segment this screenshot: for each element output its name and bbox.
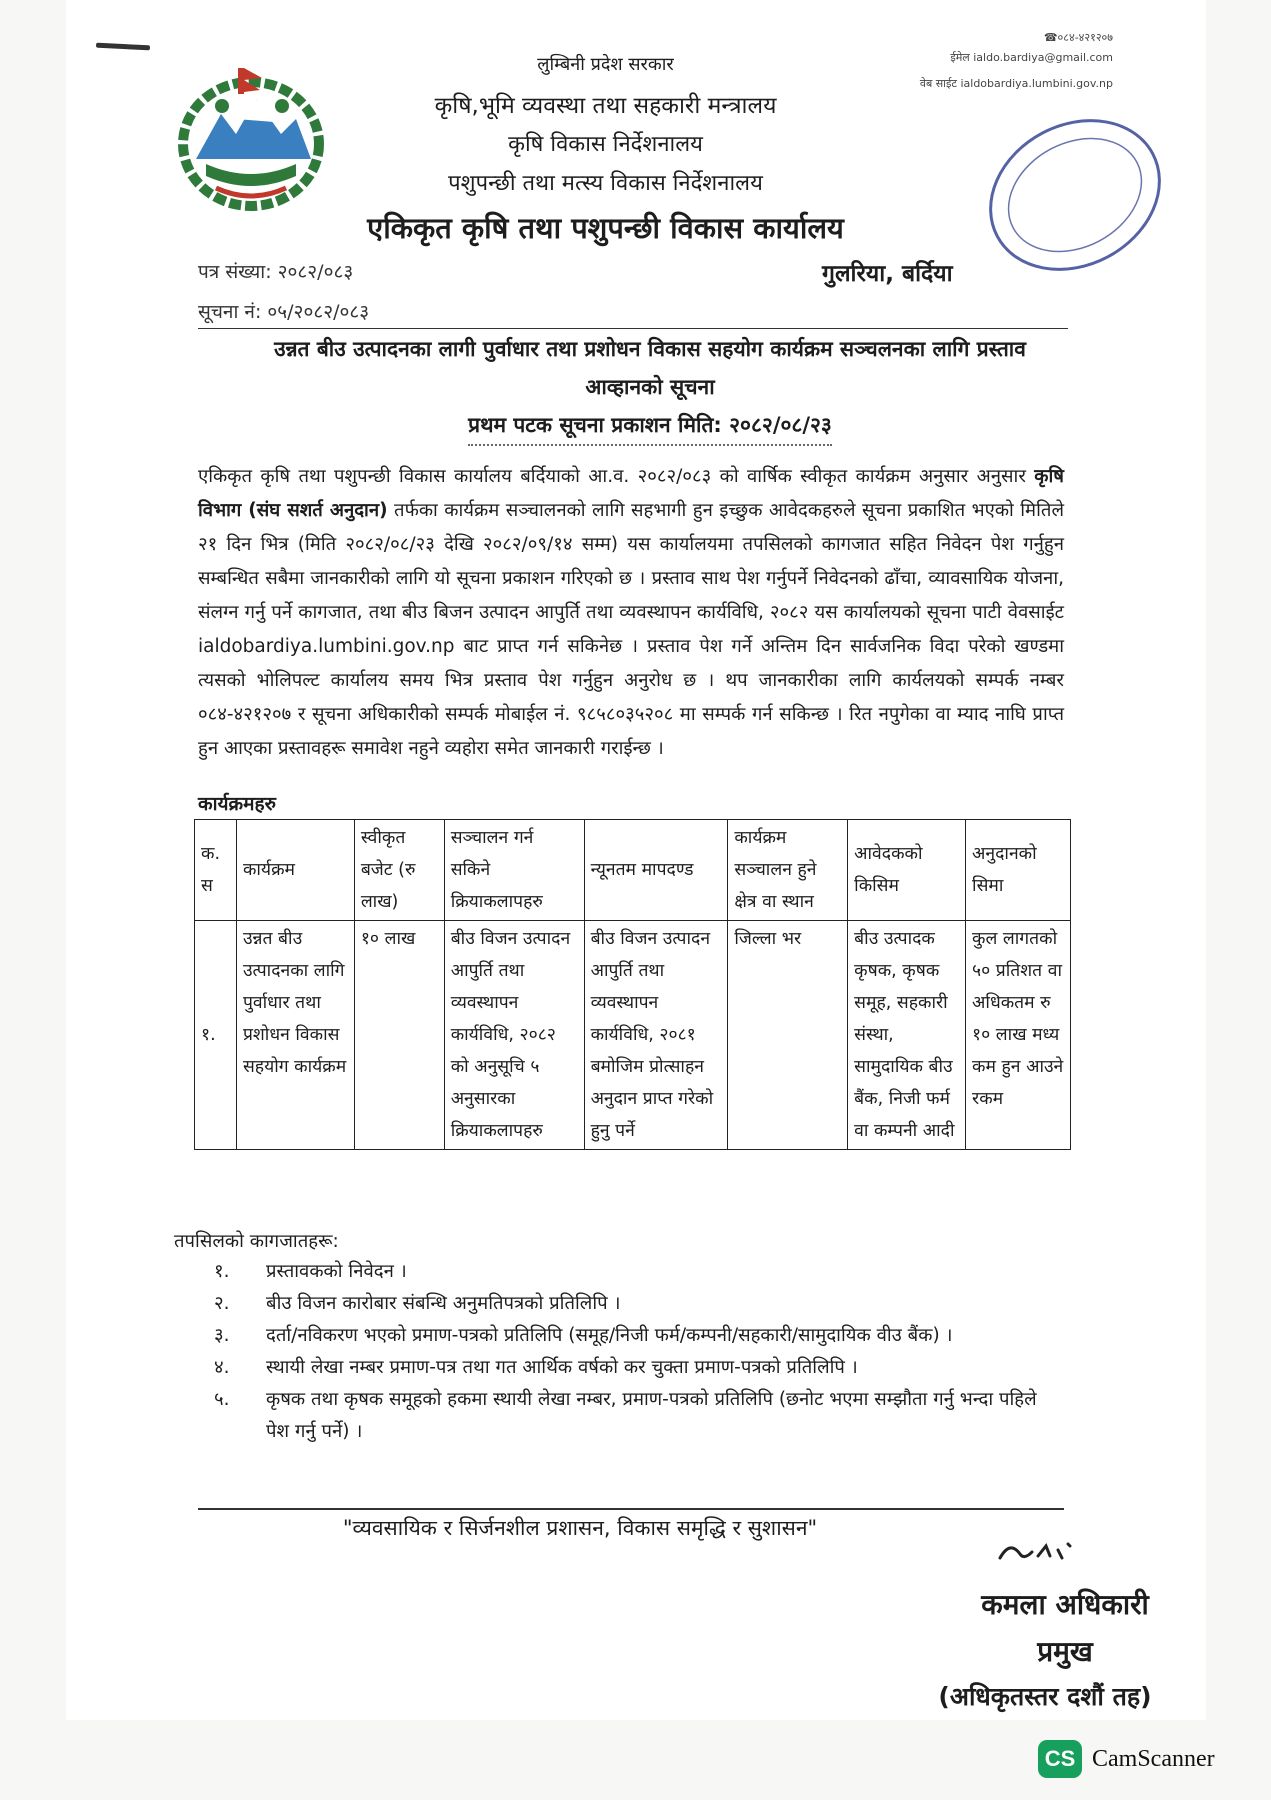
col-header-applicant-type: आवेदकको किसिम: [848, 820, 966, 921]
list-item: [214, 1256, 1064, 1288]
item-number: ३.: [214, 1325, 230, 1346]
signatory-post: प्रमुख: [1037, 1635, 1093, 1668]
table-row: [195, 921, 1071, 1150]
phone-number: ☎०८४-४२१२०७: [1043, 31, 1113, 44]
body-text-bold: कृषि विभाग (संघ सशर्त अनुदान): [198, 466, 1064, 521]
item-number: १.: [214, 1261, 230, 1282]
cell-budget: १० लाख: [354, 921, 444, 1150]
signature-icon: [996, 1530, 1086, 1570]
list-item: [214, 1384, 1064, 1448]
item-text: प्रस्तावकको निवेदन ।: [266, 1261, 407, 1282]
footer-divider: [198, 1508, 1064, 1510]
program-table: [194, 819, 1071, 1150]
directorate-name: कृषि विकास निर्देशनालय: [508, 132, 703, 157]
body-text-2: तर्फका कार्यक्रम सञ्चालनको लागि सहभागी हुन इच्छुक आवेदकहरुले सूचना प्रकाशित भएको मितिले २१ दिन भित्र (मिति २०८२/०८/२३ देखि २०८२/०९/१४ सम्म) यस कार्यालयमा तपसिलको कागजात सहित निवेदन पेश गर्नुहुन सम्बन्धित सबैमा जानकारीको लागि यो सूचना प्रकाशन गरिएको छ । प्रस्ताव साथ पेश गर्नुपर्ने निवेदनको ढाँचा, व्यावसायिक योजना, संलग्न गर्नु पर्ने कागजात, तथा बीउ बिजन उत्पादन आपुर्ति तथा व्यवस्थापन कार्यविधि, २०८२ यस कार्यालयको सूचना पाटी वेवसाईट ialdobardiya.lumbini.gov.np बाट प्राप्त गर्न सकिनेछ । प्रस्ताव पेश गर्ने अन्तिम दिन सार्वजनिक विदा परेको खण्डमा त्यसको भोलिपल्ट कार्यालय समय भित्र प्रस्ताव पेश गर्नुहुन अनुरोध छ । थप जानकारीका लागि कार्यलयको सम्पर्क नम्बर ०८४-४२१२०७ र सूचना अधिकारीको सम्पर्क मोबाईल नं. ९८५८०३५२०८ मा सम्पर्क गर्न सकिन्छ । रित नपुगेका वा म्याद नाघि प्राप्त हुन आएका प्रस्तावहरू समावेश नहुने व्यहोरा समेत जानकारी गराईन्छ ।: [198, 500, 1064, 759]
annex-label: तपसिलको कागजातहरू:: [174, 1231, 339, 1252]
item-text: दर्ता/नविकरण भएको प्रमाण-पत्रको प्रतिलिपि (समूह/निजी फर्म/कम्पनी/सहकारी/सामुदायिक वीउ बैंक) ।: [266, 1325, 953, 1346]
office-name: एकिकृत कृषि तथा पशुपन्छी विकास कार्यालय: [367, 211, 844, 245]
publication-date: प्रथम पटक सूचना प्रकाशन मिति: २०८२/०८/२३: [468, 406, 832, 446]
signatory-level: (अधिकृतस्तर दशौं तह): [938, 1682, 1152, 1711]
item-number: ५.: [214, 1389, 230, 1410]
email-address: ईमेल ialdo.bardiya@gmail.com: [950, 51, 1113, 64]
office-motto: "व्यवसायिक र सिर्जनशील प्रशासन, विकास समृद्धि र सुशासन": [342, 1516, 818, 1540]
directorate-name-2: पशुपन्छी तथा मत्स्य विकास निर्देशनालय: [448, 171, 763, 196]
notice-title-2: आव्हानको सूचना: [585, 375, 715, 399]
notice-body: [198, 460, 1064, 766]
cell-sn: १.: [195, 921, 237, 1150]
col-header-budget: स्वीकृत बजेट (रु लाख): [354, 820, 444, 921]
col-header-grant-limit: अनुदानको सिमा: [966, 820, 1071, 921]
camscanner-logo-icon: CS: [1038, 1740, 1082, 1778]
annex-list: [214, 1256, 1064, 1448]
item-text: बीउ विजन कारोबार संबन्धि अनुमतिपत्रको प्रतिलिपि ।: [266, 1293, 621, 1314]
col-header-activities: सञ्चालन गर्न सकिने क्रियाकलापहरु: [444, 820, 584, 921]
govt-name: लुम्बिनी प्रदेश सरकार: [537, 54, 674, 75]
notice-number: सूचना नं: ०५/२०८२/०८३: [198, 301, 370, 323]
ministry-name: कृषि,भूमि व्यवस्था तथा सहकारी मन्त्रालय: [434, 93, 777, 119]
list-item: [214, 1352, 1064, 1384]
col-header-area: कार्यक्रम सञ्चालन हुने क्षेत्र वा स्थान: [728, 820, 848, 921]
office-stamp-icon: [970, 100, 1180, 290]
list-item: [214, 1288, 1064, 1320]
signatory-name: कमला अधिकारी: [981, 1588, 1149, 1621]
item-text: स्थायी लेखा नम्बर प्रमाण-पत्र तथा गत आर्थिक वर्षको कर चुक्ता प्रमाण-पत्रको प्रतिलिपि ।: [266, 1357, 858, 1378]
cell-activities: बीउ विजन उत्पादन आपुर्ति तथा व्यवस्थापन कार्यविधि, २०८२ को अनुसूचि ५ अनुसारका क्रियाकलापहरु: [444, 921, 584, 1150]
item-number: २.: [214, 1293, 230, 1314]
list-item: [214, 1320, 1064, 1352]
cell-area: जिल्ला भर: [728, 921, 848, 1150]
cell-grant-limit: कुल लागतको ५० प्रतिशत वा अधिकतम रु १० लाख मध्य कम हुन आउने रकम: [966, 921, 1071, 1150]
body-text-1: एकिकृत कृषि तथा पशुपन्छी विकास कार्यालय बर्दियाको आ.व. २०८२/०८३ को वार्षिक स्वीकृत कार्यक्रम अनुसार अनुसार: [198, 466, 1035, 487]
camscanner-label: CamScanner: [1092, 1746, 1215, 1772]
cell-applicant-type: बीउ उत्पादक कृषक, कृषक समूह, सहकारी संस्था, सामुदायिक बीउ बैंक, निजी फर्म वा कम्पनी आदी: [848, 921, 966, 1150]
item-text: कृषक तथा कृषक समूहको हकमा स्थायी लेखा नम्बर, प्रमाण-पत्रको प्रतिलिपि (छनोट भएमा सम्झौता गर्नु भन्दा पहिले पेश गर्नु पर्ने) ।: [266, 1389, 1037, 1442]
publication-date-wrap: [150, 406, 1150, 446]
cell-criteria: बीउ विजन उत्पादन आपुर्ति तथा व्यवस्थापन कार्यविधि, २०८१ बमोजिम प्रोत्साहन अनुदान प्राप्त गरेको हुनु पर्ने: [584, 921, 728, 1150]
letter-number: पत्र संख्या: २०८२/०८३: [198, 261, 354, 283]
programs-label: कार्यक्रमहरु: [198, 793, 276, 815]
col-header-sn: क. स: [195, 820, 237, 921]
cell-program: उन्नत बीउ उत्पादनका लागि पुर्वाधार तथा प्रशोधन विकास सहयोग कार्यक्रम: [236, 921, 354, 1150]
website-address: वेब साईट ialdobardiya.lumbini.gov.np: [919, 77, 1113, 90]
table-header-row: [195, 820, 1071, 921]
item-number: ४.: [214, 1357, 230, 1378]
col-header-criteria: न्यूनतम मापदण्ड: [584, 820, 728, 921]
notice-title: उन्नत बीउ उत्पादनका लागी पुर्वाधार तथा प्रशोधन विकास सहयोग कार्यक्रम सञ्चलनका लागि प्रस्ताव: [274, 337, 1026, 361]
header-divider: [198, 328, 1068, 329]
col-header-program: कार्यक्रम: [236, 820, 354, 921]
office-location: गुलरिया, बर्दिया: [822, 261, 953, 287]
